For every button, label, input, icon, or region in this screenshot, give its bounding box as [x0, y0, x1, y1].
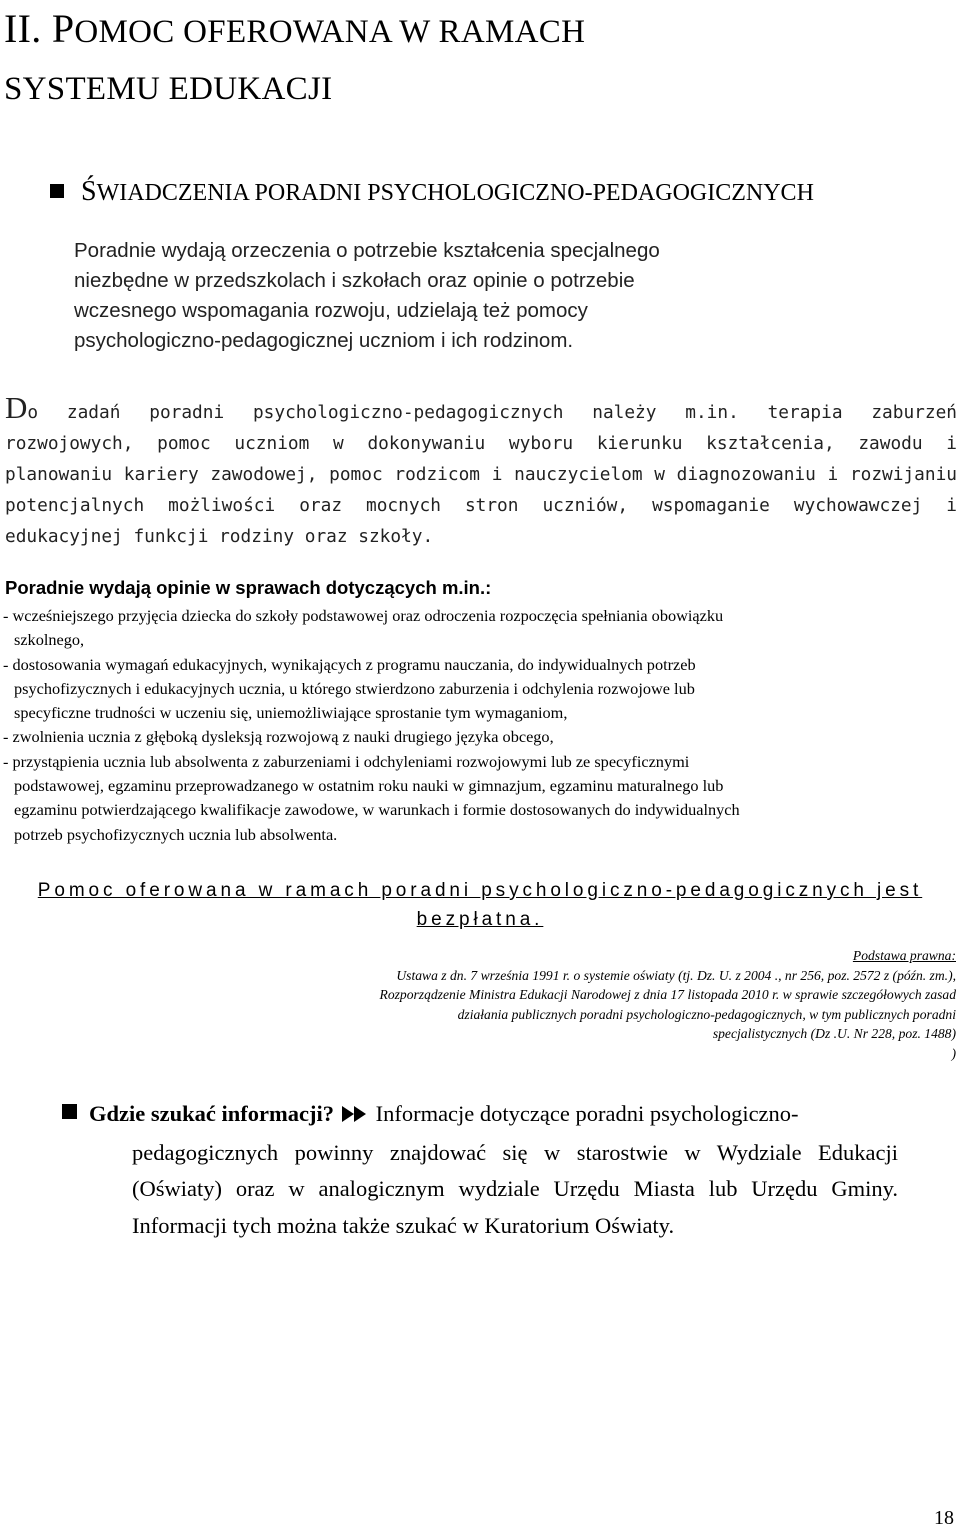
intro-line: wczesnego wspomagania rozwoju, udzielają też pomocy [74, 299, 588, 322]
list-item: - zwolnienia ucznia z głęboką dysleksją rozwojową z nauki drugiego języka obcego, [3, 727, 554, 747]
tasks-text: o zadań poradni psychologiczno-pedagogicznych należy m.in. terapia zaburzeń rozwojowych, pomoc uczniom w dokonywaniu wyboru kierunku kształcenia, zawodu i planowaniu kariery zawodowej, pomoc rodzicom i nauczycielom w diagnozowaniu i rozwijaniu potencjalnych możliwości oraz mocnych stron uczniów, wspomaganie wychowawczej i edukacyjnej funkcji rodziny oraz szkoły. [5, 402, 957, 547]
intro-line: psychologiczno-pedagogicznej uczniom i ich rodzinom. [74, 329, 574, 352]
list-item: - przystąpienia ucznia lub absolwenta z zaburzeniami i odchyleniami rozwojowymi lub ze specyficznymi podstawowej, egzaminu przeprowadzanego w ostatnim roku nauki w gimnazjum, egzaminu maturalnego lub egzaminu potwierdzającego kwalifikacje zawodowe, w warunkach i formie dostosowanych do indywidualnych potrzeb psychofizycznych ucznia lub absolwenta. [3, 751, 740, 844]
info-label: Gdzie szukać informacji? [89, 1101, 334, 1126]
black-square-icon [62, 1104, 77, 1119]
page-title-line-2: SYSTEMU EDUKACJI [4, 71, 333, 107]
legal-line: działania publicznych poradni psychologiczno-pedagogicznych, w tym publicznych poradni [457, 1006, 956, 1022]
opinions-list [3, 604, 943, 847]
legal-basis-label: Podstawa prawna: [852, 948, 956, 963]
list-item: - dostosowania wymagań edukacyjnych, wynikających z programu nauczania, do indywidualnych potrzeb psychofizycznych i edukacyjnych ucznia, u którego stwierdzono zaburzenia i odchylenia rozwojowe lub specyficzne trudności w uczeniu się, uniemożliwiające sprostanie tym wymaganiom, [3, 654, 696, 723]
info-first-line: Informacje dotyczące poradni psychologiczno- [375, 1101, 799, 1126]
tasks-paragraph [5, 392, 957, 552]
legal-line: Rozporządzenie Ministra Edukacji Narodowej z dnia 17 listopada 2010 r. w sprawie szczegółowych zasad [379, 987, 956, 1003]
double-play-arrow-icon [340, 1098, 376, 1135]
opinions-heading: Poradnie wydają opinie w sprawach dotyczących m.in.: [5, 577, 492, 598]
drop-cap: D [5, 390, 28, 425]
free-of-charge-note: Pomoc oferowana w ramach poradni psychologiczno-pedagogicznych jest bezpłatna. [37, 880, 923, 930]
info-section [62, 1096, 898, 1244]
page-number: 18 [934, 1507, 954, 1529]
intro-line: Poradnie wydają orzeczenia o potrzebie kształcenia specjalnego [74, 239, 660, 262]
legal-line: specjalistycznych (Dz .U. Nr 228, poz. 1488) [712, 1026, 956, 1042]
page-title [4, 0, 904, 118]
black-square-icon [50, 184, 64, 198]
legal-basis [150, 946, 956, 1064]
list-item: - wcześniejszego przyjęcia dziecka do szkoły podstawowej oraz odroczenia rozpoczęcia spełniania obowiązku szkolnego, [3, 606, 724, 650]
intro-line: niezbędne w przedszkolach i szkołach oraz opinie o potrzebie [74, 269, 635, 292]
intro-paragraph [74, 236, 794, 356]
page-title-line-1: II. POMOC OFEROWANA W RAMACH [4, 6, 586, 51]
info-text: pedagogicznych powinny znajdować się w starostwie w Wydziale Edukacji (Oświaty) oraz w analogicznym wydziale Urzędu Miasta lub Urzędu Gminy. Informacji tych można także szukać w Kuratorium Oświaty. [132, 1139, 898, 1238]
legal-line: Ustawa z dn. 7 września 1991 r. o systemie oświaty (tj. Dz. U. z 2004 ., nr 256, poz. 2572 z (późn. zm.), [396, 967, 956, 983]
legal-line: ) [951, 1045, 956, 1061]
section-heading: ŚWIADCZENIA PORADNI PSYCHOLOGICZNO-PEDAGOGICZNYCH [50, 172, 814, 213]
